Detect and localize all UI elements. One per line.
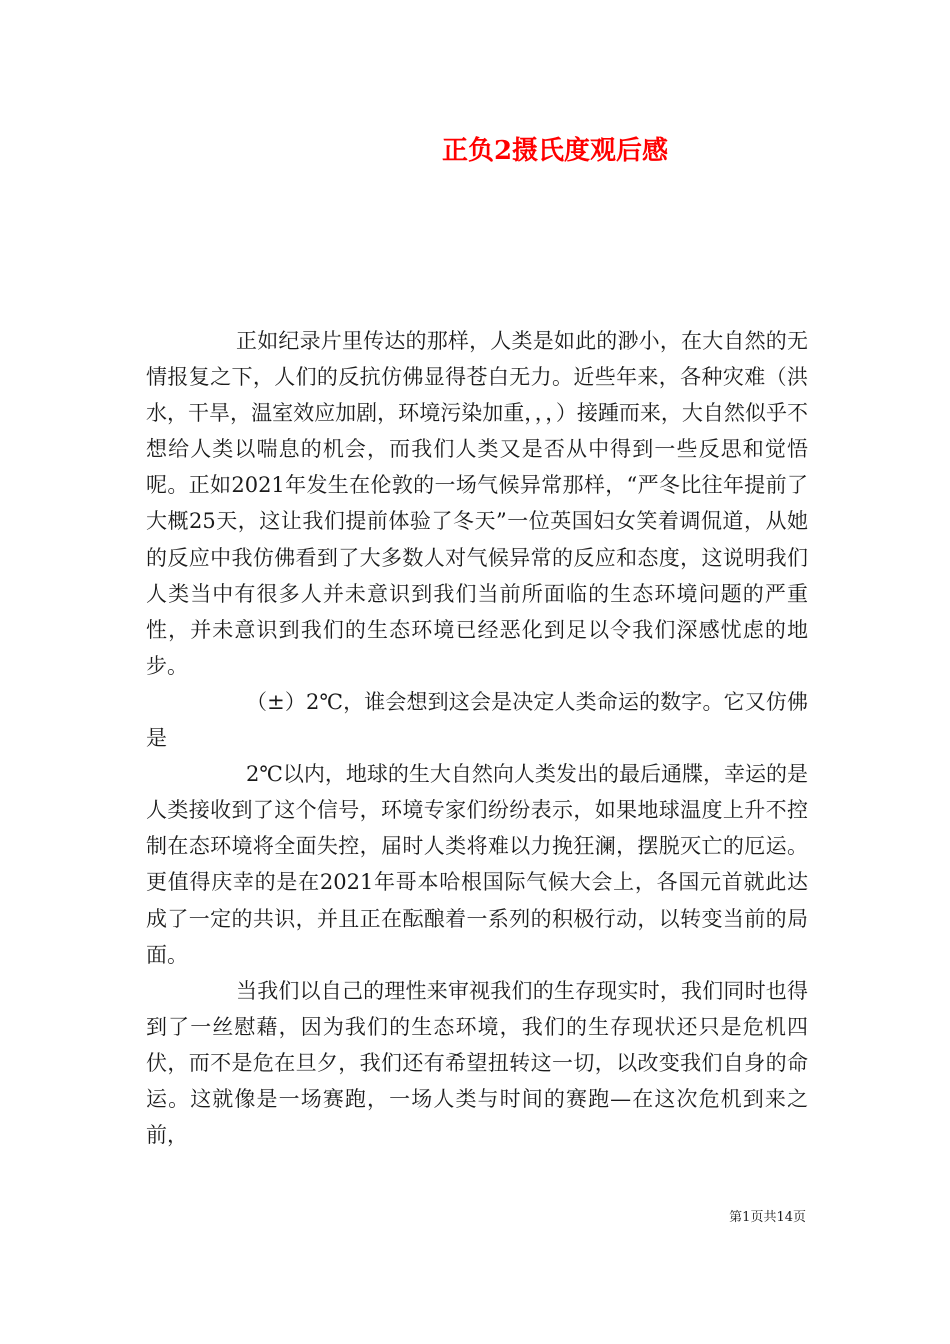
paragraph-2: （±）2℃，谁会想到这会是决定人类命运的数字。它又仿佛是: [146, 689, 808, 751]
paragraph-1: 正如纪录片里传达的那样，人类是如此的渺小，在大自然的无情报复之下，人们的反抗仿佛显得苍白无力。近些年来，各种灾难（洪水，干旱，温室效应加剧，环境污染加重，，，）接踵而来，大自然似乎不想给人类以喘息的机会，而我们人类又是否从中得到一些反思和觉悟呢。正如2021年发生在伦敦的一场气候异常那样，“严冬比往年提前了大概25天，这让我们提前体验了冬天”一位英国妇女笑着调侃道，从她的反应中我仿佛看到了大多数人对气候异常的反应和态度，这说明我们人类当中有很多人并未意识到我们当前所面临的生态环境问题的严重性，并未意识到我们的生态环境已经恶化到足以令我们深感忧虑的地步。: [146, 329, 808, 678]
page-number-footer: 第1页共14页: [729, 1210, 806, 1225]
document-body: [146, 323, 808, 1153]
document-title: 正负2摄氏度观后感: [441, 136, 669, 166]
paragraph-3: 2℃以内，地球的生大自然向人类发出的最后通牒，幸运的是人类接收到了这个信号，环境专家们纷纷表示，如果地球温度上升不控制在态环境将全面失控，届时人类将难以力挽狂澜，摆脱灭亡的厄运。更值得庆幸的是在2021年哥本哈根国际气候大会上，各国元首就此达成了一定的共识，并且正在酝酿着一系列的积极行动，以转变当前的局面。: [146, 762, 808, 967]
paragraph-4: 当我们以自己的理性来审视我们的生存现实时，我们同时也得到了一丝慰藉，因为我们的生态环境，我们的生存现状还只是危机四伏，而不是危在旦夕，我们还有希望扭转这一切，以改变我们自身的命运。这就像是一场赛跑，一场人类与时间的赛跑—在这次危机到来之前，: [146, 978, 808, 1148]
